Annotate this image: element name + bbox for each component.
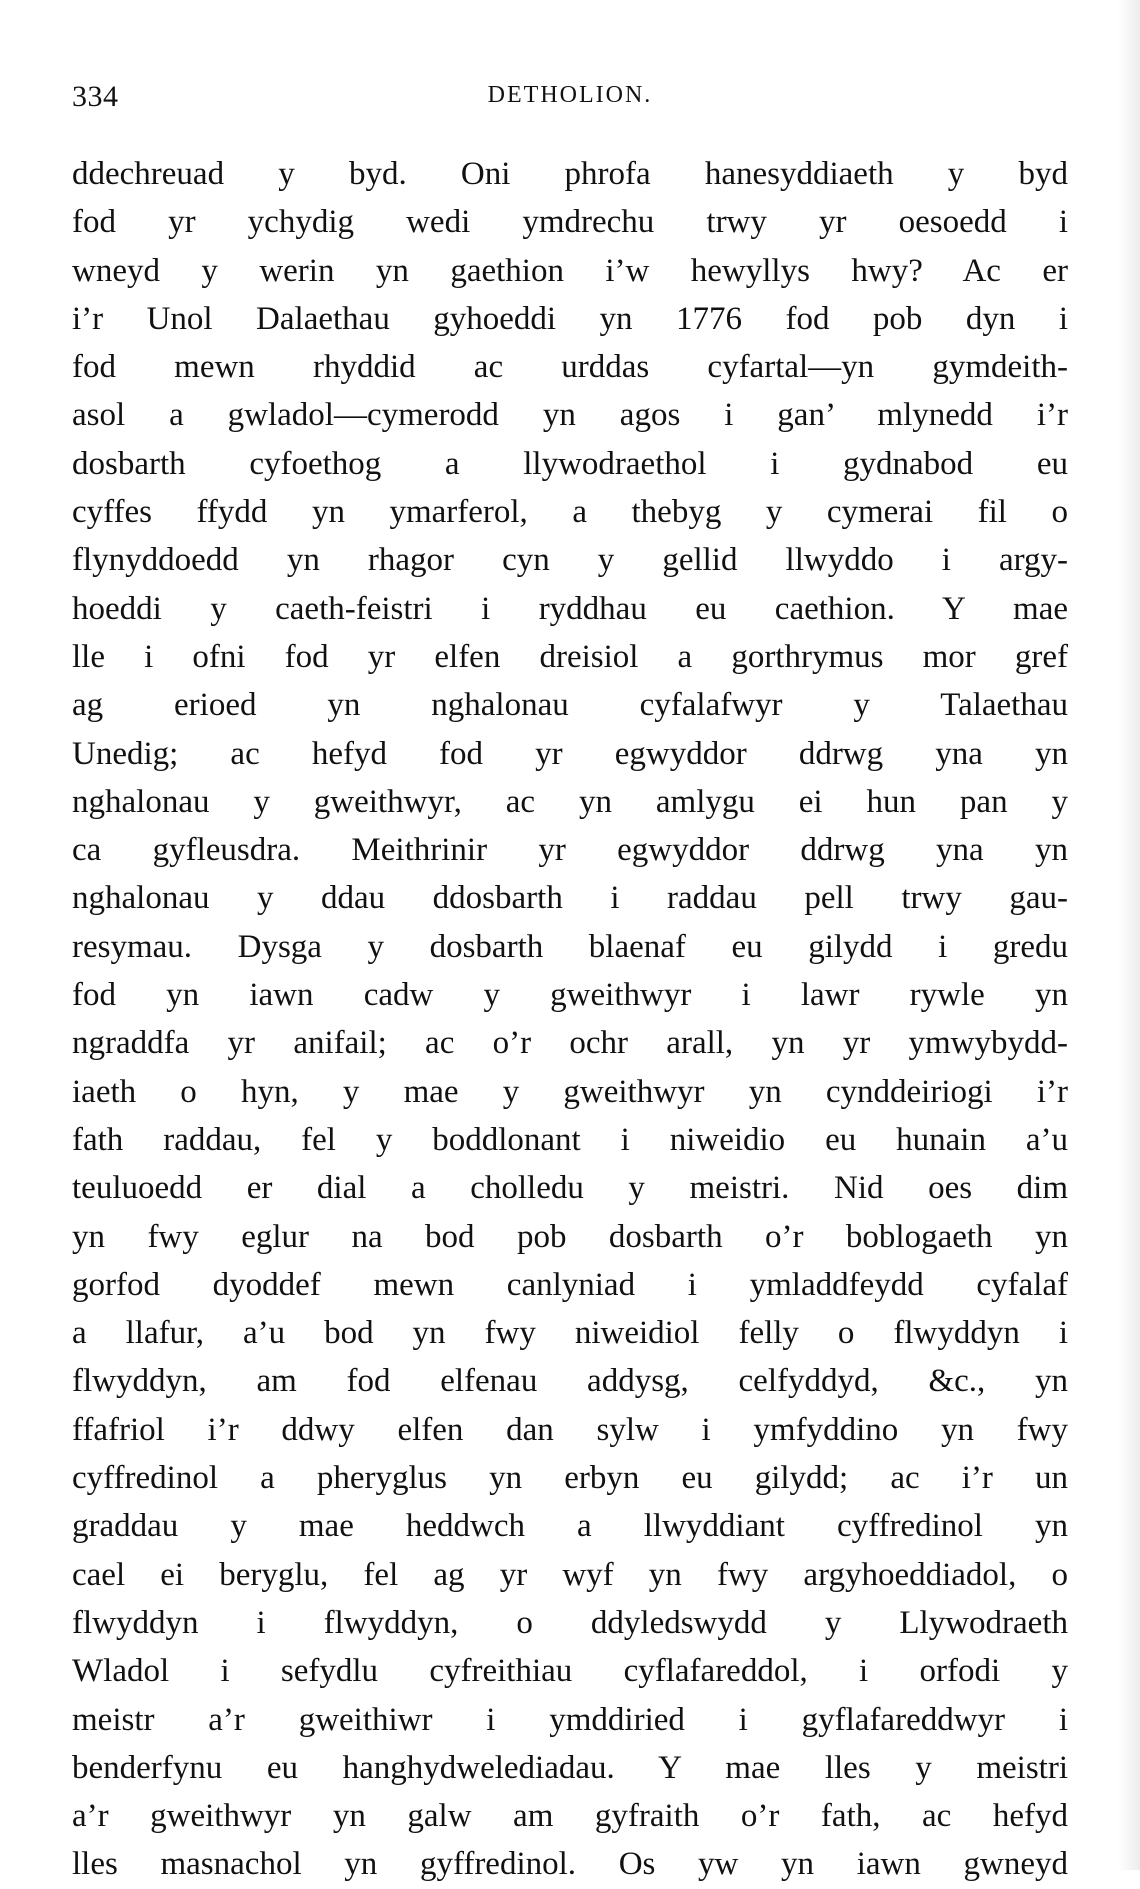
text-line: asol a gwladol—cymerodd yn agos i gan’ mlynedd i’r — [72, 397, 1068, 434]
text-line: Unedig; ac hefyd fod yr egwyddor ddrwg yna yn — [72, 735, 1068, 772]
text-line: teuluoedd er dial a cholledu y meistri. Nid oes dim — [72, 1170, 1068, 1207]
text-line: benderfynu eu hanghydwelediadau. Y mae lles y meistri — [72, 1749, 1068, 1786]
page-number: 334 — [72, 80, 119, 113]
text-line: wneyd y werin yn gaethion i’w hewyllys hwy? Ac er — [72, 252, 1068, 289]
text-line: iaeth o hyn, y mae y gweithwyr yn cynddeiriogi i’r — [72, 1073, 1068, 1110]
text-line: nghalonau y gweithwyr, ac yn amlygu ei hun pan y — [72, 783, 1068, 820]
text-line: nghalonau y ddau ddosbarth i raddau pell trwy gau- — [72, 880, 1068, 917]
text-line: cyffes ffydd yn ymarferol, a thebyg y cymerai fil o — [72, 494, 1068, 531]
text-line: ddechreuad y byd. Oni phrofa hanesyddiaeth y byd — [72, 156, 1068, 192]
text-line: ngraddfa yr anifail; ac o’r ochr arall, yn yr ymwybydd- — [72, 1025, 1068, 1062]
text-line: flwyddyn i flwyddyn, o ddyledswydd y Llywodraeth — [72, 1604, 1068, 1641]
page-edge-shadow — [1118, 0, 1140, 1870]
text-line: fod yn iawn cadw y gweithwyr i lawr rywle yn — [72, 977, 1068, 1014]
text-line: graddau y mae heddwch a llwyddiant cyffredinol yn — [72, 1508, 1068, 1545]
text-line: fath raddau, fel y boddlonant i niweidio eu hunain a’u — [72, 1121, 1068, 1158]
text-line: Wladol i sefydlu cyfreithiau cyflafareddol, i orfodi y — [72, 1653, 1068, 1690]
text-line: cael ei beryglu, fel ag yr wyf yn fwy argyhoeddiadol, o — [72, 1556, 1068, 1593]
text-line: flwyddyn, am fod elfenau addysg, celfyddyd, &c., yn — [72, 1363, 1068, 1400]
text-line: gorfod dyoddef mewn canlyniad i ymladdfeydd cyfalaf — [72, 1266, 1068, 1303]
text-line: a’r gweithwyr yn galw am gyfraith o’r fath, ac hefyd — [72, 1798, 1068, 1835]
text-line: lle i ofni fod yr elfen dreisiol a gorthrymus mor gref — [72, 638, 1068, 675]
page-header — [72, 80, 1068, 130]
text-line: meistr a’r gweithiwr i ymddiried i gyflafareddwyr i — [72, 1701, 1068, 1738]
body-text — [72, 150, 1068, 1889]
text-line: fod yr ychydig wedi ymdrechu trwy yr oesoedd i — [72, 204, 1068, 241]
text-line: yn fwy eglur na bod pob dosbarth o’r boblogaeth yn — [72, 1218, 1068, 1255]
text-line: i’r Unol Dalaethau gyhoeddi yn 1776 fod pob dyn i — [72, 300, 1068, 337]
text-line: ca gyfleusdra. Meithrinir yr egwyddor ddrwg yna yn — [72, 832, 1068, 869]
text-line: ag erioed yn nghalonau cyfalafwyr y Talaethau — [72, 687, 1068, 724]
text-line: dosbarth cyfoethog a llywodraethol i gydnabod eu — [72, 445, 1068, 482]
text-line: lles masnachol yn gyffredinol. Os yw yn iawn gwneyd — [72, 1846, 1068, 1883]
text-line: a llafur, a’u bod yn fwy niweidiol felly o flwyddyn i — [72, 1315, 1068, 1352]
text-line: fod mewn rhyddid ac urddas cyfartal—yn gymdeith- — [72, 349, 1068, 386]
text-line: hoeddi y caeth-feistri i ryddhau eu caethion. Y mae — [72, 590, 1068, 627]
text-line: cyffredinol a pheryglus yn erbyn eu gilydd; ac i’r un — [72, 1460, 1068, 1497]
text-line: flynyddoedd yn rhagor cyn y gellid llwyddo i argy- — [72, 542, 1068, 579]
text-line: resymau. Dysga y dosbarth blaenaf eu gilydd i gredu — [72, 928, 1068, 965]
text-line: ffafriol i’r ddwy elfen dan sylw i ymfyddino yn fwy — [72, 1411, 1068, 1448]
running-head: DETHOLION. — [487, 82, 653, 108]
